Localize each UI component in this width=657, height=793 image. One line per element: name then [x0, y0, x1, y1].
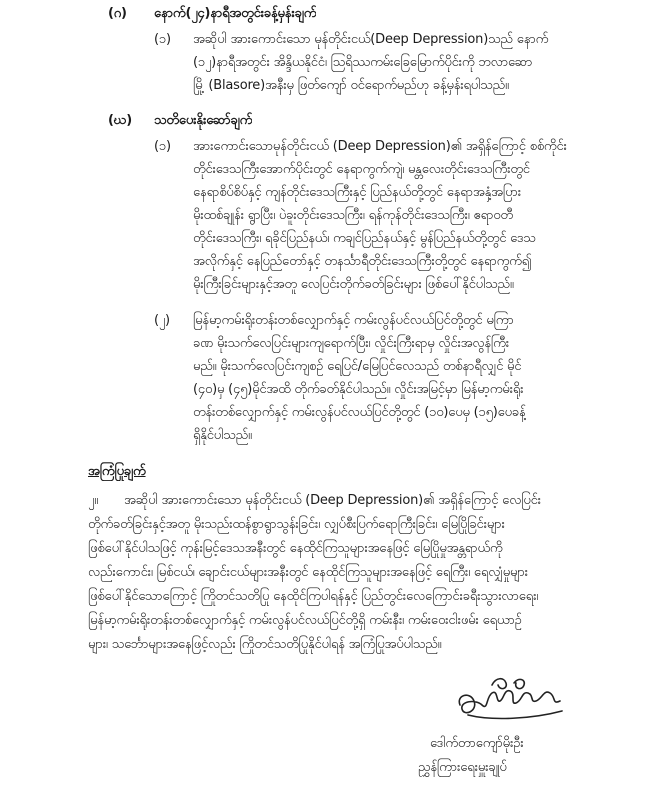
section-gha-item-2-number: (၂) [154, 313, 170, 328]
section-gha-item-2-line-6: ရှိနိုင်ပါသည်။ [193, 428, 252, 443]
signatory-title: ညွှန်ကြားရေးမှူးချုပ် [418, 760, 507, 775]
section-ga-heading: နောက်(၂၄)နာရီအတွင်းခန့်မှန်းချက် [154, 6, 317, 21]
section-gha-heading: သတိပေးနိုးဆော်ချက် [154, 113, 253, 128]
section-gha-item-2-line-5: တန်းတစ်လျှောက်နှင့် ကမ်းလွန်ပင်လယ်ပြင်တို့တွင် (၁၀)ပေမှ (၁၅)ပေခန့် [193, 405, 526, 420]
advice-line-1: အဆိုပါ အားကောင်းသော မုန်တိုင်းငယ် (Deep Depression)၏ အရှိန်ကြောင့် လေပြင်း [124, 493, 541, 508]
section-gha-item-1-number: (၁) [154, 139, 171, 154]
advice-line-5: ဖြစ်ပေါ်နိုင်သောကြောင့် ကြိုတင်သတိပြု နေထိုင်ကြပါရန်နှင့် ပြည်တွင်းလေကြောင်းခရီးသွားလာရေး၊ [88, 589, 539, 604]
section-ga-item-1-number: (၁) [154, 32, 171, 47]
advice-line-6: မြန်မာ့ကမ်းရိုးတန်းတစ်လျှောက်နှင့် ကမ်းလွန်ပင်လယ်ပြင်တို့ရှိ ကမ်းနီး၊ ကမ်းဝေးငါးဖမ်း ရေယာဉ် [88, 613, 522, 628]
advice-heading: အကြံပြုချက် [88, 464, 146, 479]
section-ga-item-1-line-1: အဆိုပါ အားကောင်းသော မုန်တိုင်းငယ်(Deep Depression)သည် နောက် [193, 32, 549, 47]
section-gha-item-2-line-3: မည်။ မိုးသက်လေပြင်းကျစဉ် ရေပြင်/မြေပြင်လေသည် တစ်နာရီလျှင် မိုင် [193, 359, 522, 374]
section-gha-item-2-line-4: (၄၀)မှ (၄၅)မိုင်အထိ တိုက်ခတ်နိုင်ပါသည်။ လှိုင်းအမြင့်မှာ မြန်မာ့ကမ်းရိုး [193, 382, 524, 397]
advice-line-2: တိုက်ခတ်ခြင်းနှင့်အတူ မိုးသည်းထန်စွာရွာသွန်းခြင်း၊ လျှပ်စီးပြက်ရောကြီးခြင်း၊ မြေပြိုခြင်းများ [88, 517, 505, 532]
advice-number: ၂။ [88, 493, 98, 508]
section-gha-item-1-line-5: တိုင်းဒေသကြီး၊ ရခိုင်ပြည်နယ်၊ ကချင်ပြည်နယ်နှင့် မွန်ပြည်နယ်တို့တွင် ဒေသ [193, 231, 536, 246]
section-gha-item-1-line-6: အလိုက်နှင့် နေပြည်တော်နှင့် တနင်္သာရီတိုင်းဒေသကြီးတို့တွင် နေရာကွက်၍ [193, 254, 532, 269]
section-gha-item-2-line-1: မြန်မာ့ကမ်းရိုးတန်းတစ်လျှောက်နှင့် ကမ်းလွန်ပင်လယ်ပြင်တို့တွင် မကြာ [193, 313, 514, 328]
signatory-name: ဒေါက်တာကျော်မိုးဦး [430, 736, 524, 751]
section-gha-number: (ဃ) [108, 113, 132, 128]
advice-line-4: လည်းကောင်း၊ မြစ်ငယ်၊ ချောင်းငယ်များအနီးတွင် နေထိုင်ကြသူများအနေဖြင့် ရေကြီး၊ ရေလျှံမှုများ [88, 565, 528, 580]
handwritten-signature [452, 671, 572, 727]
section-ga-item-1-line-3: မြို့ (Blasore)အနီးမှ ဖြတ်ကျော် ဝင်ရောက်မည်ဟု ခန့်မှန်းရပါသည်။ [193, 78, 509, 93]
section-gha-item-1-line-3: နေရာစိပ်စိပ်နှင့် ကျန်တိုင်းဒေသကြီးနှင့် ပြည်နယ်တို့တွင် နေရာအနှံ့အပြား [193, 185, 521, 200]
section-gha-item-1-line-2: တိုင်းဒေသကြီးအောက်ပိုင်းတွင် နေရာကွက်ကျဲ၊ မန္တလေးတိုင်းဒေသကြီးတွင် [193, 162, 530, 177]
section-gha-item-1-line-4: မိုးထစ်ချုန်း ရွာပြီး၊ ပဲခူးတိုင်းဒေသကြီး၊ ရန်ကုန်တိုင်းဒေသကြီး၊ ဧရာဝတီ [193, 208, 513, 223]
section-gha-item-2-line-2: ခဏ မိုးသက်လေပြင်းများကျရောက်ပြီး၊ လှိုင်းကြီးရာမှ လှိုင်းအလွန်ကြီး [193, 336, 509, 351]
section-ga-item-1-line-2: (၁၂)နာရီအတွင်း အိန္ဒိယနိုင်ငံ၊ ဩရိဿကမ်းခြေမြောက်ပိုင်းကို ဘလာဆော [193, 55, 533, 70]
advice-line-3: ဖြစ်ပေါ်နိုင်ပါသဖြင့် ကုန်းမြင့်ဒေသအနီးတွင် နေထိုင်ကြသူများအနေဖြင့် မြေပြိုမှုအန္တရာယ်ကို [88, 541, 503, 556]
section-ga-number: (ဂ) [108, 6, 127, 21]
section-gha-item-1-line-1: အားကောင်းသောမုန်တိုင်းငယ် (Deep Depression)၏ အရှိန်ကြောင့် စစ်ကိုင်း [193, 139, 567, 154]
advice-line-7: များ၊ သင်္ဘောများအနေဖြင့်လည်း ကြိုတင်သတိပြုနိုင်ပါရန် အကြံပြုအပ်ပါသည်။ [88, 637, 442, 652]
section-gha-item-1-line-7: မိုးကြီးခြင်းများနှင့်အတူ လေပြင်းတိုက်ခတ်ခြင်းများ ဖြစ်ပေါ်နိုင်ပါသည်။ [193, 277, 514, 292]
